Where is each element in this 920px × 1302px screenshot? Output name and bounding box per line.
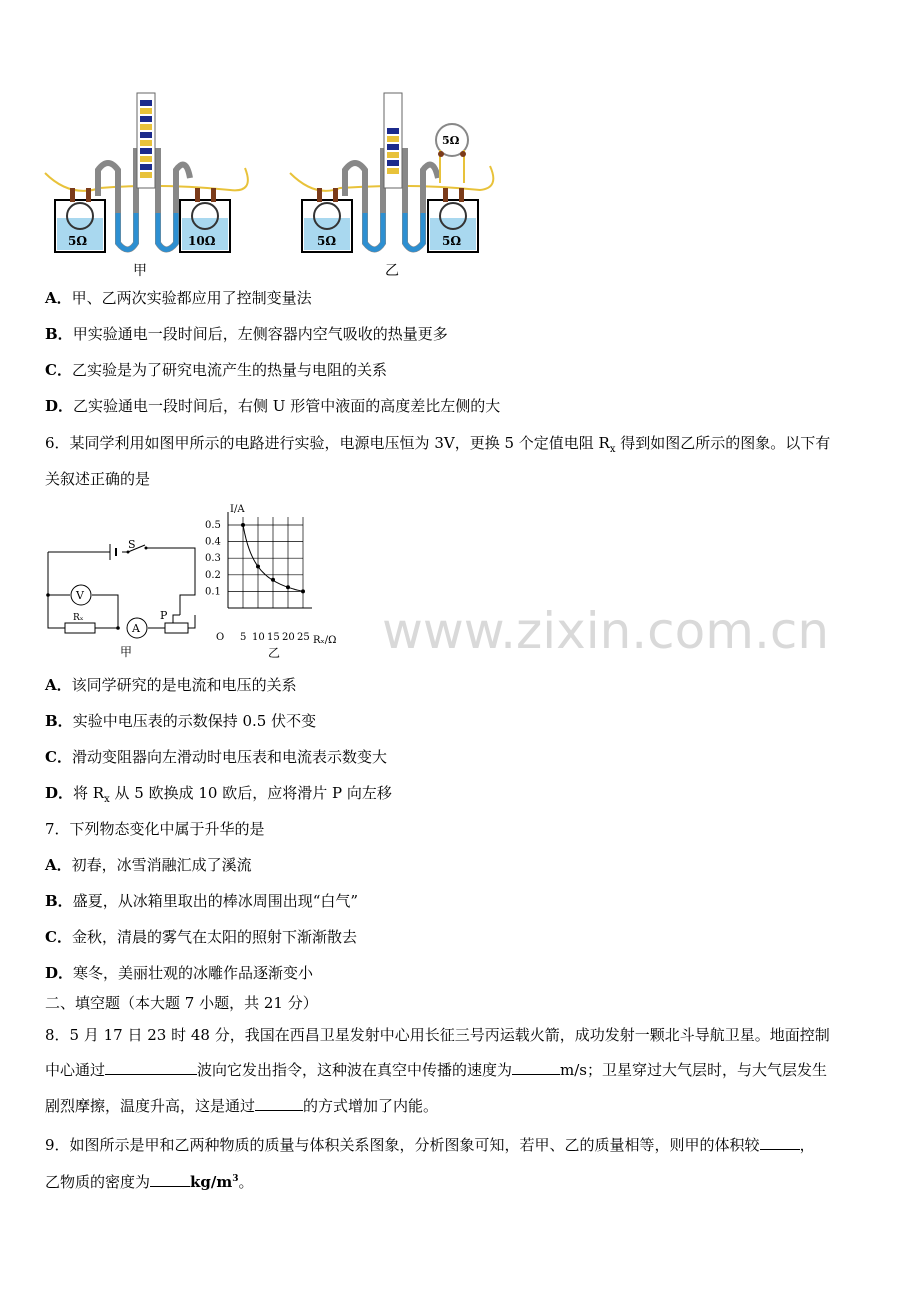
data-point [241, 523, 245, 527]
option-b: B．实验中电压表的示数保持 0.5 伏不变 [45, 712, 317, 730]
figure-caption: 甲 [133, 263, 147, 279]
data-point [301, 589, 305, 593]
x-axis-label: Rₓ/Ω [313, 635, 337, 646]
question-7-stem: 7．下列物态变化中属于升华的是 [45, 820, 265, 838]
resistor-label: 5Ω [442, 234, 462, 248]
data-point [286, 585, 290, 589]
option-a: A．初春，冰雪消融汇成了溪流 [45, 856, 252, 874]
origin-label: O [216, 632, 225, 643]
option-a: A．该同学研究的是电流和电压的关系 [45, 676, 297, 694]
figure-caption: 甲 [120, 645, 133, 659]
option-c: C．金秋，清晨的雾气在太阳的照射下渐渐散去 [45, 928, 357, 946]
x-tick-label: 20 [282, 632, 295, 643]
voltmeter-symbol: V [76, 589, 84, 602]
question-6-stem-2: 关叙述正确的是 [45, 470, 151, 488]
option-b: B．甲实验通电一段时间后，左侧容器内空气吸收的热量更多 [45, 325, 448, 343]
chart-caption: 乙 [268, 646, 281, 660]
option-c: C．滑动变阻器向左滑动时电压表和电流表示数变大 [45, 748, 387, 766]
question-8-line-3: 剧烈摩擦，温度升高，这是通过 的方式增加了内能。 [45, 1097, 439, 1115]
y-tick-label: 0.3 [205, 553, 221, 565]
joule-heating-figure [40, 88, 500, 283]
option-d: D．将 $R_x$ 从 5 欧换成 10 欧后，应将滑片 P 向左移 [45, 784, 392, 805]
question-9-line-2: 乙物质的密度为 $kg/m^3$。 [45, 1173, 254, 1191]
x-tick-label: 15 [267, 632, 280, 643]
x-tick-label: 10 [252, 632, 265, 643]
answer-blank[interactable] [105, 1060, 197, 1075]
switch-label: S [128, 540, 136, 551]
option-c: C．乙实验是为了研究电流产生的热量与电阻的关系 [45, 361, 387, 379]
data-point [256, 565, 260, 569]
option-d: D．寒冬，美丽壮观的冰雕作品逐渐变小 [45, 964, 314, 982]
question-9-line-1: 9．如图所示是甲和乙两种物质的质量与体积关系图象，分析图象可知，若甲、乙的质量相等，则甲的体积较 ， [45, 1136, 815, 1154]
question-6-stem: 6．某同学利用如图甲所示的电路进行实验，电源电压恒为 3V，更换 5 个定值电阻 $R_x$ 得到如图乙所示的图象。以下有 [45, 434, 831, 455]
y-tick-label: 0.4 [205, 536, 221, 548]
answer-blank[interactable] [760, 1135, 800, 1150]
y-tick-label: 0.2 [205, 569, 221, 581]
setup-jia [55, 93, 230, 279]
circuit-diagram [40, 540, 200, 662]
option-a: A．甲、乙两次实验都应用了控制变量法 [45, 289, 312, 307]
current-resistance-chart [200, 500, 360, 662]
data-point [271, 578, 275, 582]
section-heading: 二、填空题（本大题 7 小题，共 21 分） [45, 994, 318, 1012]
option-b: B．盛夏，从冰箱里取出的棒冰周围出现“白气” [45, 892, 359, 910]
x-tick-label: 5 [240, 632, 247, 643]
slider-label: P [160, 609, 168, 622]
x-tick-label: 25 [297, 632, 310, 643]
watermark: www.zixin.com.cn [382, 602, 830, 660]
option-d: D．乙实验通电一段时间后，右侧 U 形管中液面的高度差比左侧的大 [45, 397, 501, 415]
question-8-line-2: 中心通过 波向它发出指令，这种波在真空中传播的速度为 m/s；卫星穿过大气层时，与大气层发生 [45, 1061, 828, 1079]
y-tick-label: 0.1 [205, 586, 221, 598]
resistor-label: 5Ω [317, 234, 337, 248]
resistor-label: Rₓ [73, 613, 84, 623]
question-8-line-1: 8．5 月 17 日 23 时 48 分，我国在西昌卫星发射中心用长征三号丙运载火箭，成功发射一颗北斗导航卫星。地面控制 [45, 1026, 830, 1044]
figure-caption: 乙 [385, 263, 399, 279]
resistor-label: 10Ω [188, 234, 216, 248]
resistor-label: 5Ω [68, 234, 88, 248]
ammeter-symbol: A [132, 622, 140, 635]
answer-blank[interactable] [255, 1096, 303, 1111]
y-axis-label: I/A [230, 504, 245, 515]
y-tick-label: 0.5 [205, 520, 221, 531]
setup-yi [302, 93, 478, 279]
answer-blank[interactable] [512, 1060, 560, 1075]
resistor-label: 5Ω [442, 134, 460, 147]
answer-blank[interactable] [150, 1172, 190, 1187]
